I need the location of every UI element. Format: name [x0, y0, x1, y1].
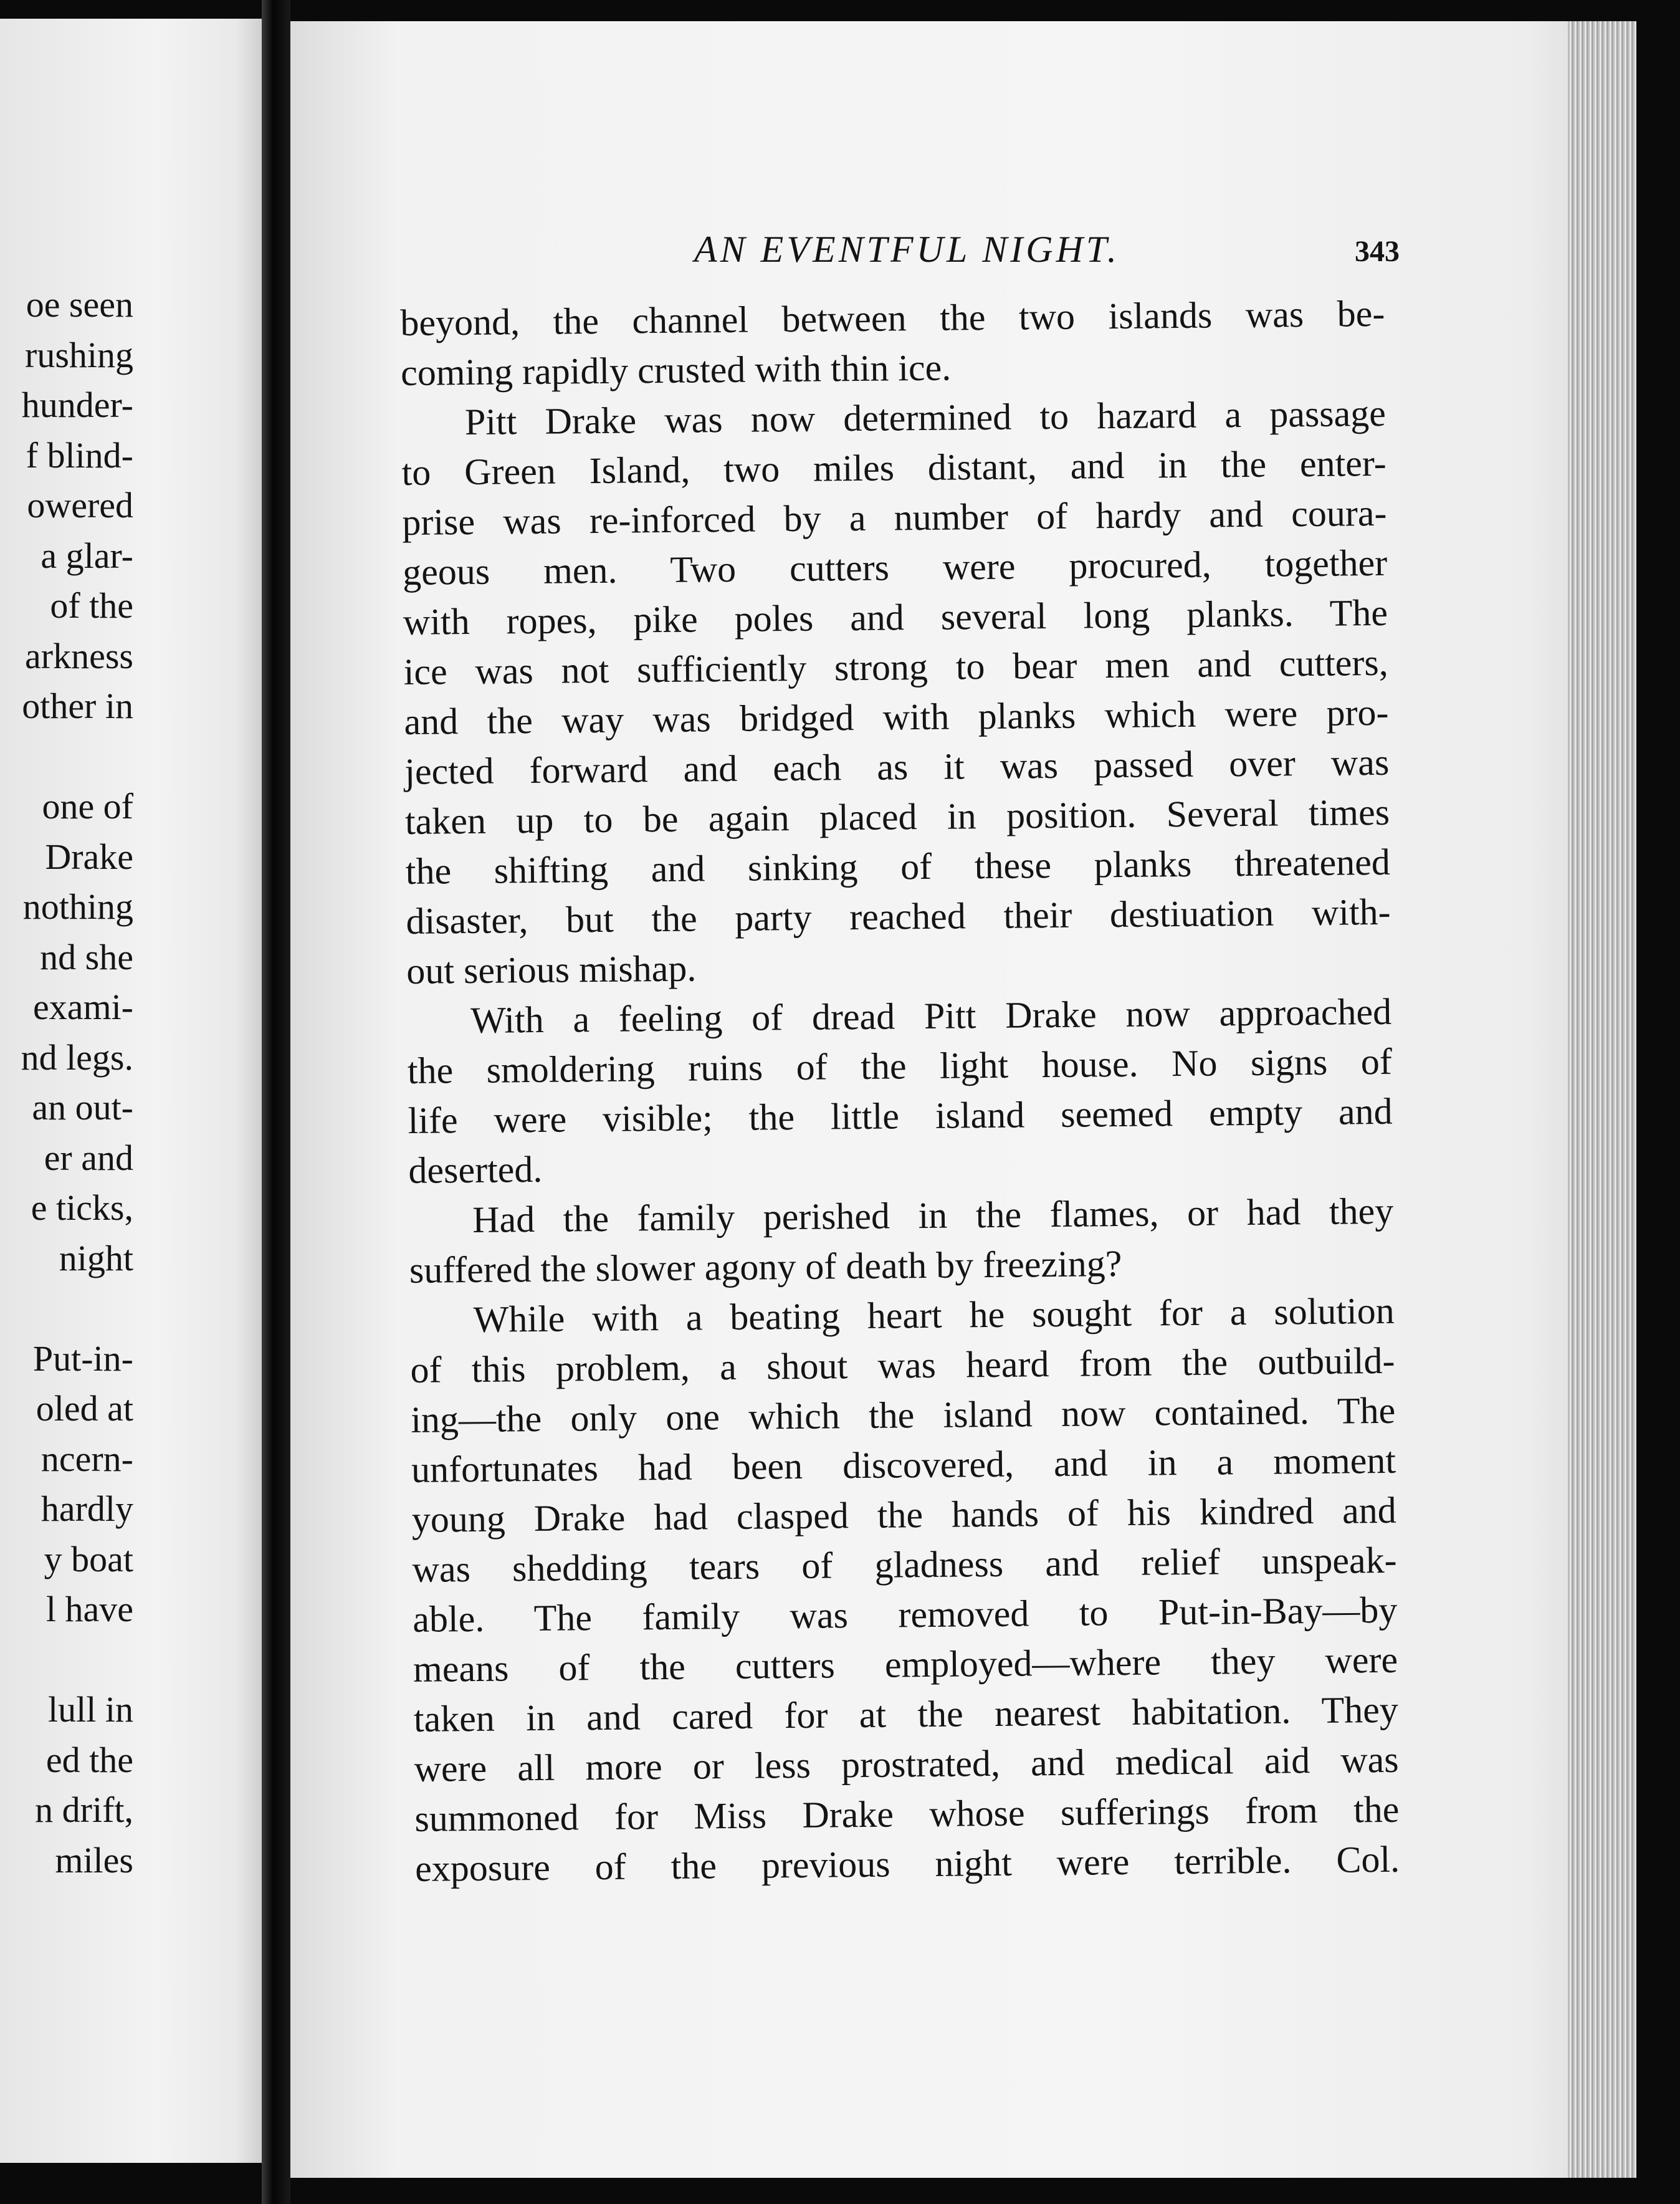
left-page-line: ncern- — [41, 1438, 133, 1479]
left-page-line: night — [59, 1237, 133, 1278]
text-line: able. The family was removed to Put-in-Bay—by — [413, 1589, 1398, 1640]
left-page-line: Drake — [45, 836, 133, 877]
text-line: Had the family perished in the flames, or had they — [472, 1190, 1394, 1240]
left-page-line: arkness — [25, 635, 133, 676]
text-line: deserted. — [408, 1148, 543, 1191]
left-page-line: oled at — [36, 1388, 133, 1429]
text-line: beyond, the channel between the two islands was be- — [400, 292, 1385, 343]
left-page-line: nd legs. — [21, 1037, 133, 1078]
left-page-line: other in — [22, 686, 133, 726]
text-line: prise was re-inforced by a number of hardy and coura- — [402, 492, 1387, 543]
left-page-line: miles — [55, 1839, 133, 1881]
left-page-line: exami- — [32, 987, 133, 1027]
left-page-line: hardly — [41, 1488, 133, 1529]
text-line: of this problem, a shout was heard from the outbuild- — [410, 1339, 1395, 1391]
text-line: out serious mishap. — [406, 947, 697, 992]
text-line: summoned for Miss Drake whose sufferings from the — [414, 1788, 1400, 1839]
text-line: Pitt Drake was now determined to hazard a passage — [464, 392, 1386, 443]
running-head: AN EVENTFUL NIGHT. — [694, 229, 1120, 270]
left-page-line: rushing — [25, 334, 133, 375]
text-line: young Drake had clasped the hands of his kindred and — [411, 1489, 1397, 1540]
body-text — [400, 289, 1400, 1894]
left-page-line: Put-in- — [32, 1338, 133, 1379]
left-page-line: e ticks, — [31, 1187, 133, 1228]
left-page — [0, 19, 262, 2163]
left-page-line: nothing — [22, 886, 133, 927]
text-line: With a feeling of dread Pitt Drake now approached — [470, 990, 1392, 1041]
text-line: taken up to be again placed in position. Several times — [404, 791, 1390, 842]
book-gutter — [262, 0, 290, 2204]
text-line: ing—the only one which the island now contained. The — [410, 1389, 1396, 1440]
text-line: coming rapidly crusted with thin ice. — [400, 347, 952, 393]
text-line: While with a beating heart he sought for a solution — [473, 1290, 1395, 1340]
left-page-line: lull in — [48, 1689, 133, 1730]
left-page-line: oe seen — [26, 284, 133, 325]
left-page-line: f blind- — [26, 434, 133, 476]
left-page-line: hunder- — [21, 385, 133, 425]
text-line: exposure of the previous night were terrible. Col. — [414, 1838, 1400, 1889]
left-page-line: y boat — [44, 1538, 133, 1579]
right-page — [290, 21, 1636, 2178]
text-line: means of the cutters employed—where they were — [413, 1639, 1398, 1690]
left-page-line: ed the — [45, 1739, 133, 1780]
text-line: unfortunates had been discovered, and in a moment — [411, 1439, 1396, 1490]
text-line: suffered the slower agony of death by freezing? — [409, 1242, 1122, 1291]
page-header — [290, 218, 1636, 280]
text-line: disaster, but the party reached their destiuation with- — [406, 891, 1391, 942]
left-page-line: an out- — [32, 1087, 133, 1128]
page-number: 343 — [1355, 235, 1400, 268]
text-line: jected forward and each as it was passed over was — [404, 741, 1390, 792]
left-page-line: a glar- — [41, 535, 133, 576]
text-line: taken in and cared for at the nearest habitation. They — [413, 1689, 1399, 1740]
text-line: to Green Island, two miles distant, and in the enter- — [401, 442, 1386, 493]
left-page-line: of the — [50, 585, 133, 626]
text-line: geous men. Two cutters were procured, together — [402, 542, 1388, 593]
text-line: ice was not sufficiently strong to bear men and cutters, — [403, 641, 1389, 692]
left-page-line: n drift, — [35, 1790, 133, 1830]
left-page-line: er and — [44, 1137, 133, 1178]
text-line: the smoldering ruins of the light house. No signs of — [407, 1040, 1393, 1091]
text-line: life were visible; the little island seemed empty and — [408, 1090, 1393, 1141]
text-line: the shifting and sinking of these planks threatened — [405, 841, 1391, 892]
text-line: and the way was bridged with planks which were pro- — [404, 691, 1389, 742]
left-page-line: owered — [27, 485, 133, 525]
text-line: were all more or less prostrated, and medical aid was — [414, 1738, 1399, 1790]
text-line: with ropes, pike poles and several long planks. The — [403, 592, 1388, 643]
text-line: was shedding tears of gladness and relief unspeak- — [412, 1539, 1397, 1590]
left-page-line: nd she — [40, 936, 133, 977]
left-page-line: l have — [45, 1589, 133, 1629]
page-edge-stack — [1568, 21, 1636, 2178]
left-page-line: one of — [42, 786, 133, 826]
